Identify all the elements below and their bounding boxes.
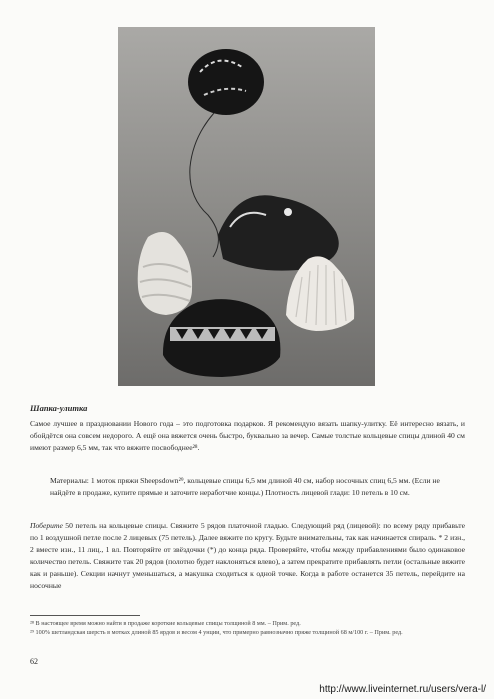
- footnote-divider: [30, 615, 140, 616]
- instructions-lead: Поберите: [30, 521, 63, 530]
- footnote-28: ²⁸ В настоящее время можно найти в продаже короткие кольцевые спицы толщиной 8 мм. – Прим. ред.: [30, 620, 301, 627]
- knitted-hats-photo: [118, 27, 375, 386]
- watermark-url: http://www.liveinternet.ru/users/vera-l/: [319, 684, 486, 695]
- footnote-29: ²⁹ 100% шетландская шерсть в мотках длиной 85 ярдов и весом 4 унции, что примерно равнозначно пряже толщиной 68 м/100 г. – Прим. ред.: [30, 629, 403, 636]
- instructions-paragraph: [30, 520, 465, 592]
- materials-paragraph: Материалы: 1 моток пряжи Sheepsdown²⁹, кольцевые спицы 6,5 мм длиной 40 см, набор носочных спиц 6,5 мм. (Если не найдёте в продаже, купите прямые и заточите неработчие концы.) Плотность лицевой глади: 10 петель в 10 см.: [50, 476, 440, 497]
- instructions-body: 50 петель на кольцевые спицы. Свяжите 5 рядов платочной гладью. Следующий ряд (лицевой): по всему ряду прибавьте по 1 воздушной петле после 2 лицевых (75 петель). Далее вяжите по кругу. Будьте внимательны, так как начинается спираль. * 2 изн., 2 вместе изн., 11 лиц., 1 вл. Повторяйте от звёздочки (*) до конца ряда. Проверяйте, чтобы между прибавлениями было одинаковое количество петель. Свяжите так 20 рядов (полотно будет наклоняться влево), а затем прекратите прибавлять петли (остальные вяжите как и раньше). Секции начнут уменьшаться, а макушка сходиться к одной точке. Когда в работе останется 35 петель, перейдите на носочные: [30, 521, 465, 590]
- section-title: Шапка-улитка: [30, 403, 88, 413]
- page-number: 62: [30, 657, 38, 666]
- intro-paragraph: Самое лучшее в праздновании Нового года – это подготовка подарков. Я рекомендую вязать шапку-улитку. Её интересно вязать, и обойдётся она совсем недорого. А ещё она вяжется очень быстро, буквально за вечер. Самые толстые кольцевые спицы длиной 40 см имеют размер 6,5 мм, так что вяжите посвободнее²⁸.: [30, 419, 465, 452]
- footnotes: [30, 619, 465, 637]
